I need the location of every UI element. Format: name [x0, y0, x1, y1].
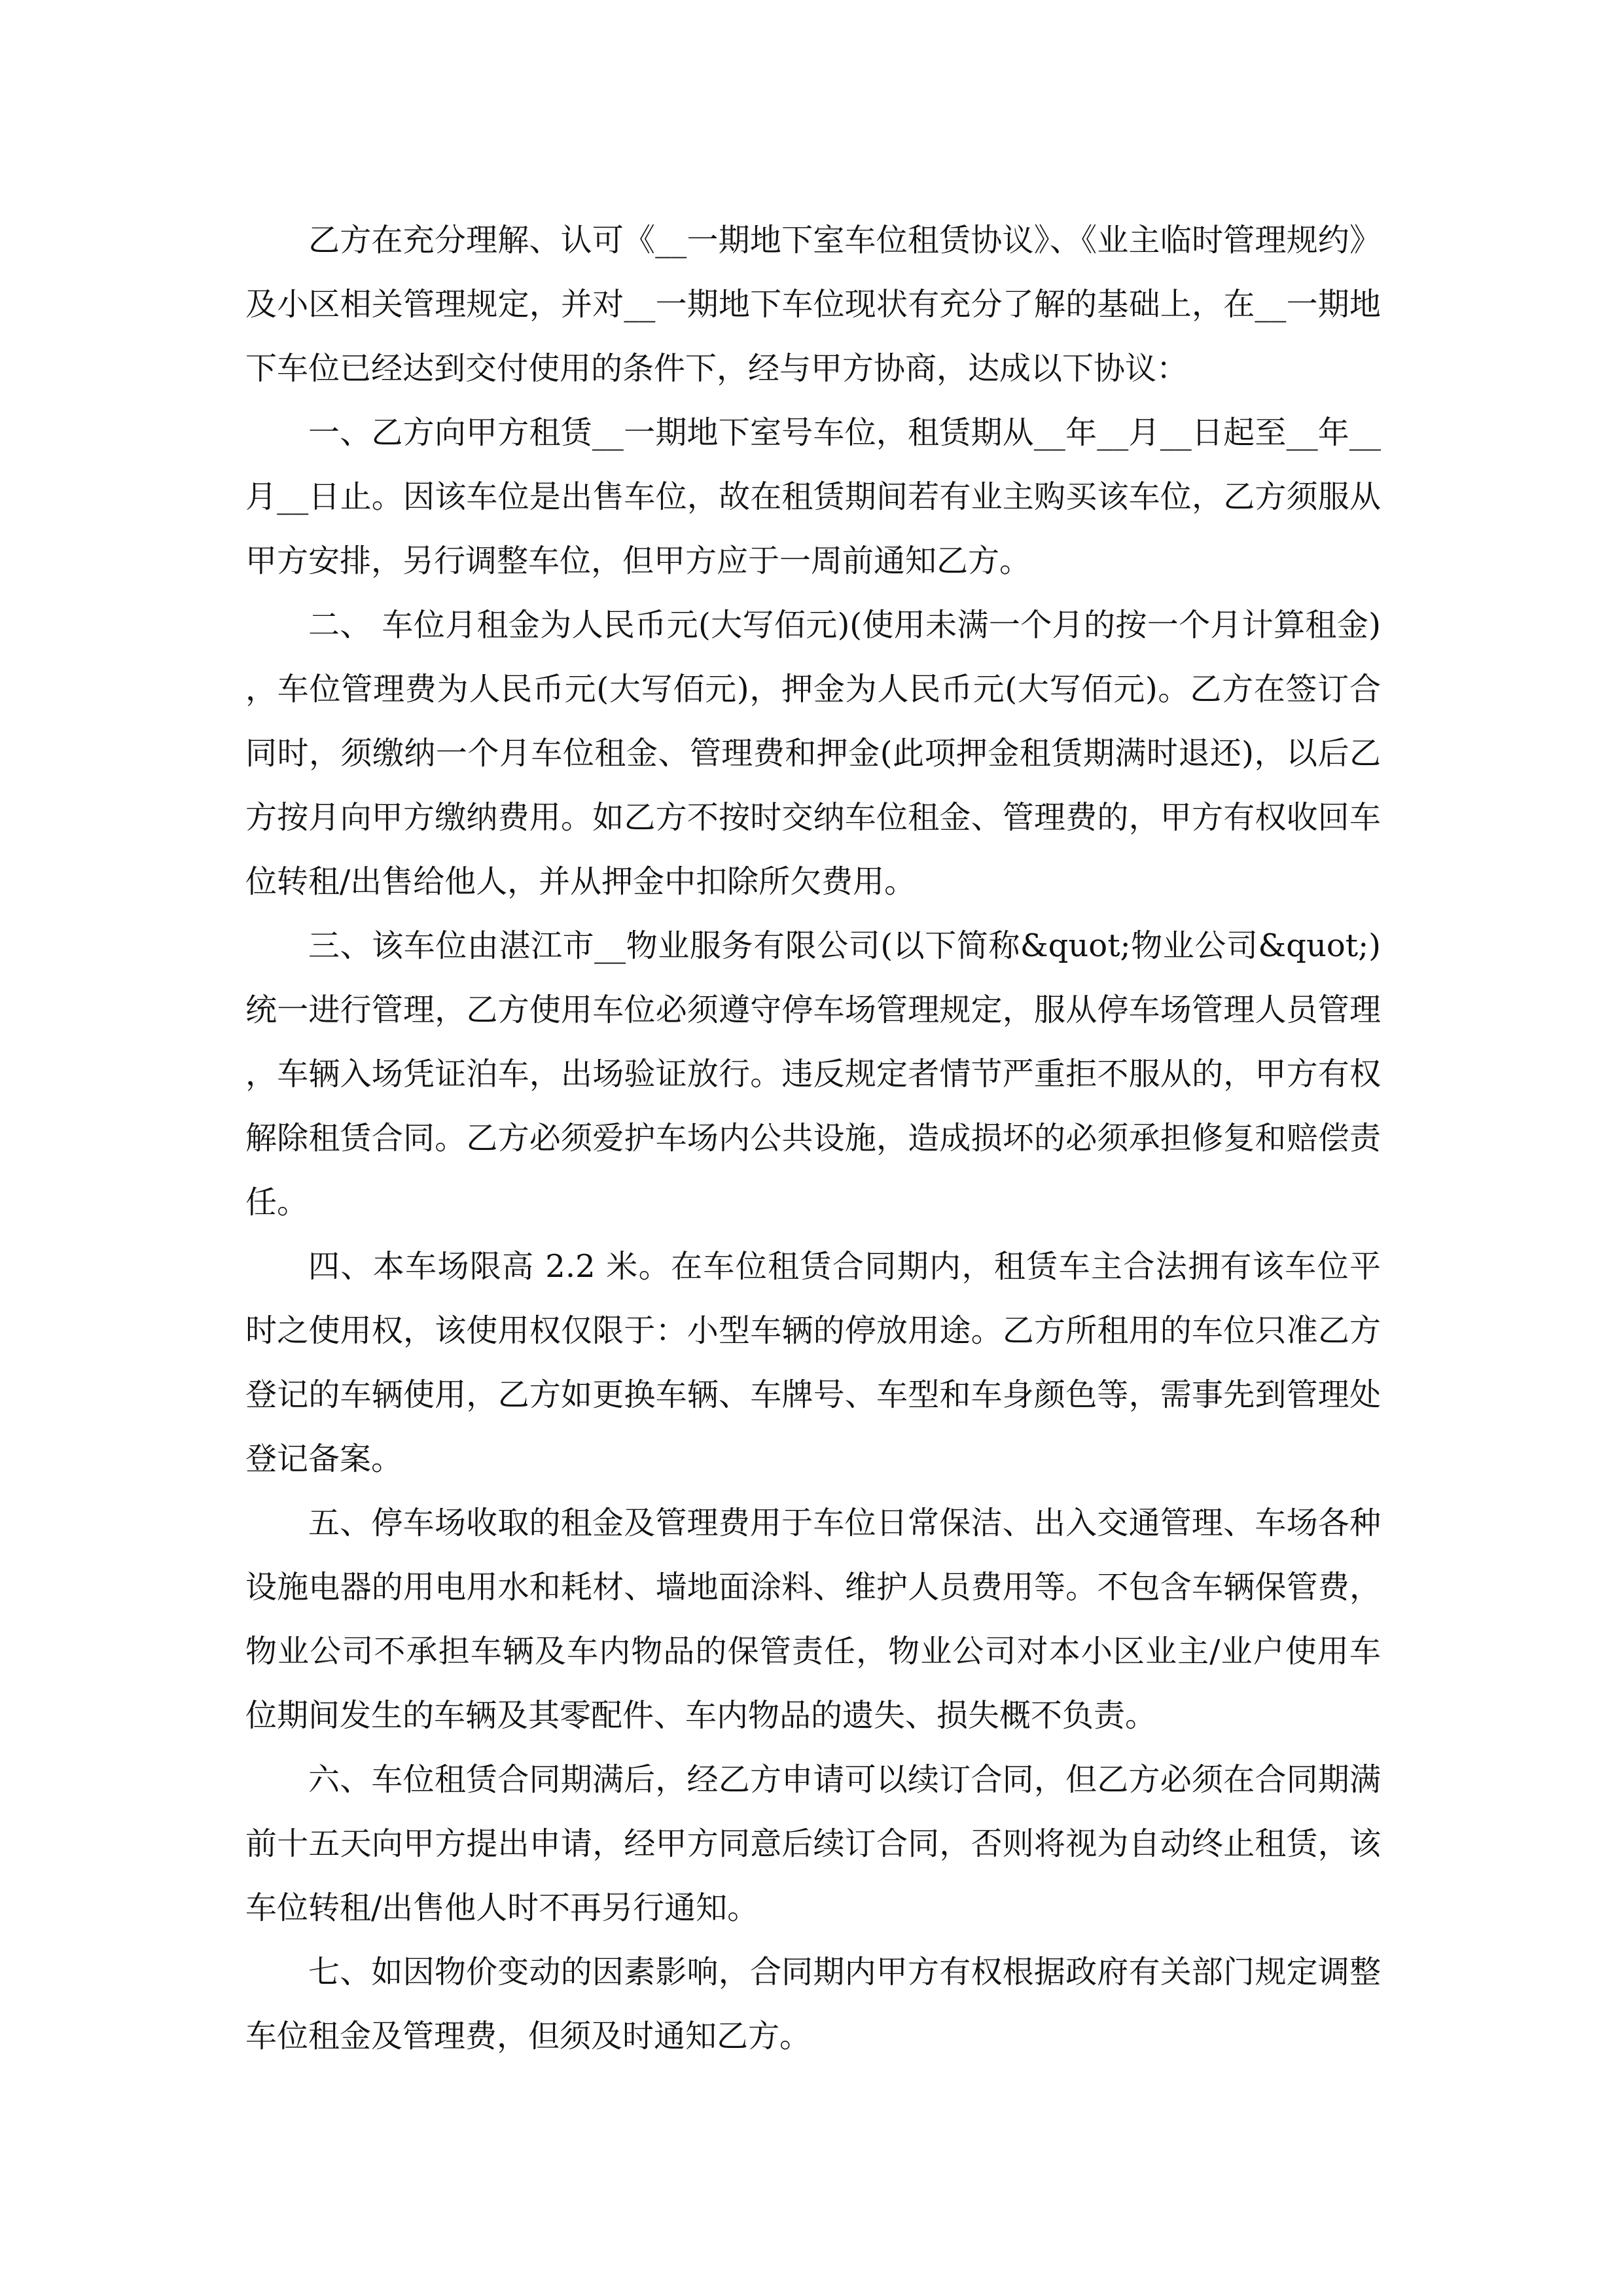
document-body	[245, 208, 1381, 2068]
paragraph-clause-7: 七、如因物价变动的因素影响，合同期内甲方有权根据政府有关部门规定调整车位租金及管理费，但须及时通知乙方。	[245, 1954, 1381, 2054]
paragraph-clause-1: 一、乙方向甲方租赁__一期地下室号车位，租赁期从__年__月__日起至__年__月__日止。因该车位是出售车位，故在租赁期间若有业主购买该车位，乙方须服从甲方安排，另行调整车位，但甲方应于一周前通知乙方。	[245, 414, 1381, 579]
paragraph-clause-6: 六、车位租赁合同期满后，经乙方申请可以续订合同，但乙方必须在合同期满前十五天向甲方提出申请，经甲方同意后续订合同，否则将视为自动终止租赁，该车位转租/出售他人时不再另行通知。	[245, 1761, 1381, 1926]
paragraph-clause-5: 五、停车场收取的租金及管理费用于车位日常保洁、出入交通管理、车场各种设施电器的用电用水和耗材、墙地面涂料、维护人员费用等。不包含车辆保管费，物业公司不承担车辆及车内物品的保管责任，物业公司对本小区业主/业户使用车位期间发生的车辆及其零配件、车内物品的遗失、损失概不负责。	[245, 1505, 1381, 1734]
paragraph-intro: 乙方在充分理解、认可《__一期地下室车位租赁协议》、《业主临时管理规约》及小区相关管理规定，并对__一期地下车位现状有充分了解的基础上，在__一期地下车位已经达到交付使用的条件下，经与甲方协商，达成以下协议：	[245, 222, 1381, 387]
paragraph-clause-4: 四、本车场限高 2.2 米。在车位租赁合同期内，租赁车主合法拥有该车位平时之使用权，该使用权仅限于：小型车辆的停放用途。乙方所租用的车位只准乙方登记的车辆使用，乙方如更换车辆、车牌号、车型和车身颜色等，需事先到管理处登记备案。	[245, 1248, 1381, 1477]
paragraph-clause-3: 三、该车位由湛江市__物业服务有限公司(以下简称&quot;物业公司&quot;)统一进行管理，乙方使用车位必须遵守停车场管理规定，服从停车场管理人员管理，车辆入场凭证泊车，出场验证放行。违反规定者情节严重拒不服从的，甲方有权解除租赁合同。乙方必须爱护车场内公共设施，造成损坏的必须承担修复和赔偿责任。	[245, 927, 1381, 1221]
paragraph-clause-2: 二、 车位月租金为人民币元(大写佰元)(使用未满一个月的按一个月计算租金)，车位管理费为人民币元(大写佰元)，押金为人民币元(大写佰元)。乙方在签订合同时，须缴纳一个月车位租金、管理费和押金(此项押金租赁期满时退还)，以后乙方按月向甲方缴纳费用。如乙方不按时交纳车位租金、管理费的，甲方有权收回车位转租/出售给他人，并从押金中扣除所欠费用。	[245, 607, 1381, 900]
